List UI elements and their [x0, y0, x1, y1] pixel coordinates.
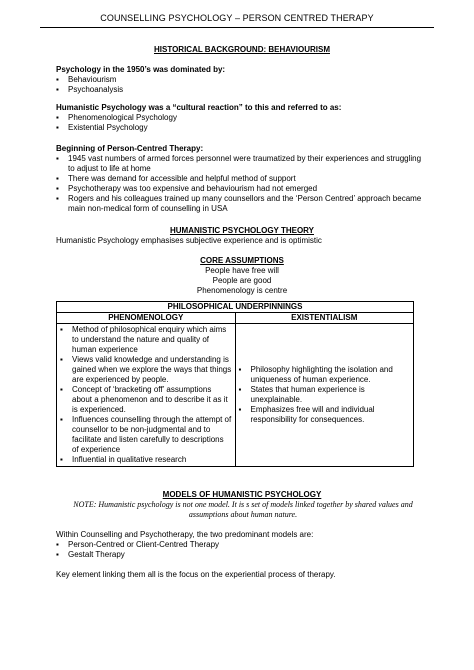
list-item: ▪ Emphasizes free will and individual responsibility for consequences. — [239, 405, 411, 425]
list-item: ▪ Concept of ‘bracketing off’ assumptions about a phenomenon and to describe it as it is experienced. — [60, 385, 232, 415]
list-item: ▪ Method of philosophical enquiry which aims to understand the nature and quality of human experience — [60, 325, 232, 355]
list-item: ▪ Influences counselling through the attempt of counsellor to be non-judgmental and to facilitate and listen carefully to descriptions of experience — [60, 415, 232, 455]
models-note: NOTE: Humanistic psychology is not one model. It is s set of models linked together by shared values and assumptions about human nature. — [73, 500, 413, 519]
models-intro: Within Counselling and Psychotherapy, the two predominant models are: — [56, 530, 314, 539]
list-item: ▪ Influential in qualitative research — [60, 455, 232, 465]
table-title: PHILOSOPHICAL UNDERPINNINGS — [57, 302, 414, 313]
models-closing: Key element linking them all is the focus on the experiential process of therapy. — [56, 570, 336, 579]
list-item: ▪ Behaviourism — [56, 75, 428, 85]
list-item: ▪ Phenomenological Psychology — [56, 113, 428, 123]
beginning-list — [56, 154, 428, 214]
list-item: ▪ States that human experience is unexplainable. — [239, 385, 411, 405]
core-item: People have free will — [205, 266, 279, 275]
list-item: ▪ Psychotherapy was too expensive and behaviourism had not emerged — [56, 184, 428, 194]
dominated-heading: Psychology in the 1950’s was dominated by: — [56, 65, 226, 74]
list-item: ▪ Views valid knowledge and understanding is gained when we explore the ways that things are experienced by people. — [60, 355, 232, 385]
dominated-list — [56, 75, 428, 95]
list-item: ▪ There was demand for accessible and helpful method of support — [56, 174, 428, 184]
core-title: CORE ASSUMPTIONS — [200, 256, 284, 265]
theory-title: HUMANISTIC PSYCHOLOGY THEORY — [169, 226, 314, 235]
list-item: ▪ Gestalt Therapy — [56, 550, 428, 560]
core-item: People are good — [212, 276, 272, 285]
list-item: ▪ Psychoanalysis — [56, 85, 428, 95]
phenomenology-header: PHENOMENOLOGY — [57, 313, 236, 324]
core-item: Phenomenology is centre — [196, 286, 288, 295]
list-item: ▪ Existential Psychology — [56, 123, 428, 133]
page-header: COUNSELLING PSYCHOLOGY – PERSON CENTRED THERAPY — [100, 13, 374, 23]
existentialism-cell — [235, 324, 414, 467]
list-item: ▪ Rogers and his colleagues trained up many counsellors and the ‘Person Centred’ approach became main non-medical form of counselling in USA — [56, 194, 428, 214]
historical-title: HISTORICAL BACKGROUND: BEHAVIOURISM — [153, 45, 330, 54]
existentialism-header: EXISTENTIALISM — [235, 313, 414, 324]
list-item: ▪ Philosophy highlighting the isolation and uniqueness of human experience. — [239, 365, 411, 385]
list-item: ▪ 1945 vast numbers of armed forces personnel were traumatized by their experiences and struggling to adjust to life at home — [56, 154, 428, 174]
reaction-list — [56, 113, 428, 133]
reaction-heading: Humanistic Psychology was a “cultural reaction” to this and referred to as: — [56, 103, 342, 112]
phenomenology-cell — [57, 324, 236, 467]
theory-text: Humanistic Psychology emphasises subjective experience and is optimistic — [56, 236, 322, 245]
underpinnings-table — [56, 301, 414, 467]
models-list — [56, 540, 428, 560]
models-title: MODELS OF HUMANISTIC PSYCHOLOGY — [162, 490, 322, 499]
list-item: ▪ Person-Centred or Client-Centred Therapy — [56, 540, 428, 550]
beginning-heading: Beginning of Person-Centred Therapy: — [56, 144, 204, 153]
header-rule — [40, 27, 434, 28]
